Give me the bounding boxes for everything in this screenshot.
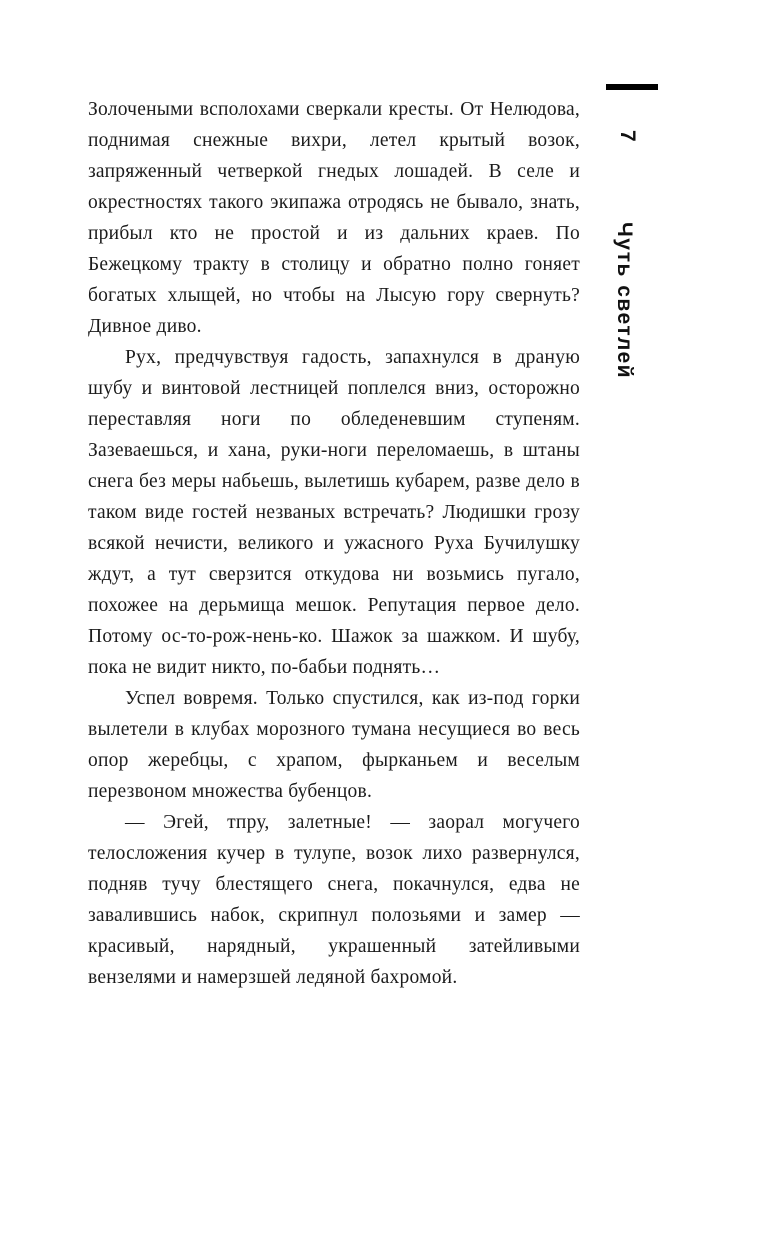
paragraph: Рух, предчувствуя гадость, запахнулся в драную шубу и винтовой лестницей поплелся вниз, осторожно переставляя ноги по обледеневшим ступеням. Зазеваешься, и хана, руки-ноги переломаешь, в штаны снега без меры набьешь, вылетишь кубарем, разве дело в таком виде гостей незваных встречать? Людишки грозу всякой нечисти, великого и ужасного Руха Бучилушку ждут, а тут сверзится откудова ни возьмись пугало, похожее на дерьмища мешок. Репутация первое дело. Потому ос-то-рож-нень-ко. Шажок за шажком. И шубу, пока не видит никто, по-бабьи поднять… (88, 347, 580, 678)
paragraph: — Эгей, тпру, залетные! — заорал могучего телосложения кучер в тулупе, возок лихо развернулся, подняв тучу блестящего снега, покачнулся, едва не завалившись набок, скрипнул полозьями и замер — красивый, нарядный, украшенный затейливыми вензелями и намерзшей ледяной бахромой. (88, 812, 580, 988)
section-rule (606, 84, 658, 90)
page-text (88, 94, 580, 993)
paragraph: Золочеными всполохами сверкали кресты. От Нелюдова, поднимая снежные вихри, летел крытый возок, запряженный четверкой гнедых лошадей. В селе и окрестностях такого экипажа отродясь не бывало, знать, прибыл кто не простой и из дальних краев. По Бежецкому тракту в столицу и обратно полно гоняет богатых хлыщей, но чтобы на Лысую гору свернуть? Дивное диво. (88, 99, 580, 337)
paragraph: Успел вовремя. Только спустился, как из-под горки вылетели в клубах морозного тумана несущиеся во весь опор жеребцы, с храпом, фырканьем и веселым перезвоном множества бубенцов. (88, 688, 580, 802)
page-number: 7 (616, 130, 639, 143)
running-title: Чуть светлей (613, 222, 636, 380)
